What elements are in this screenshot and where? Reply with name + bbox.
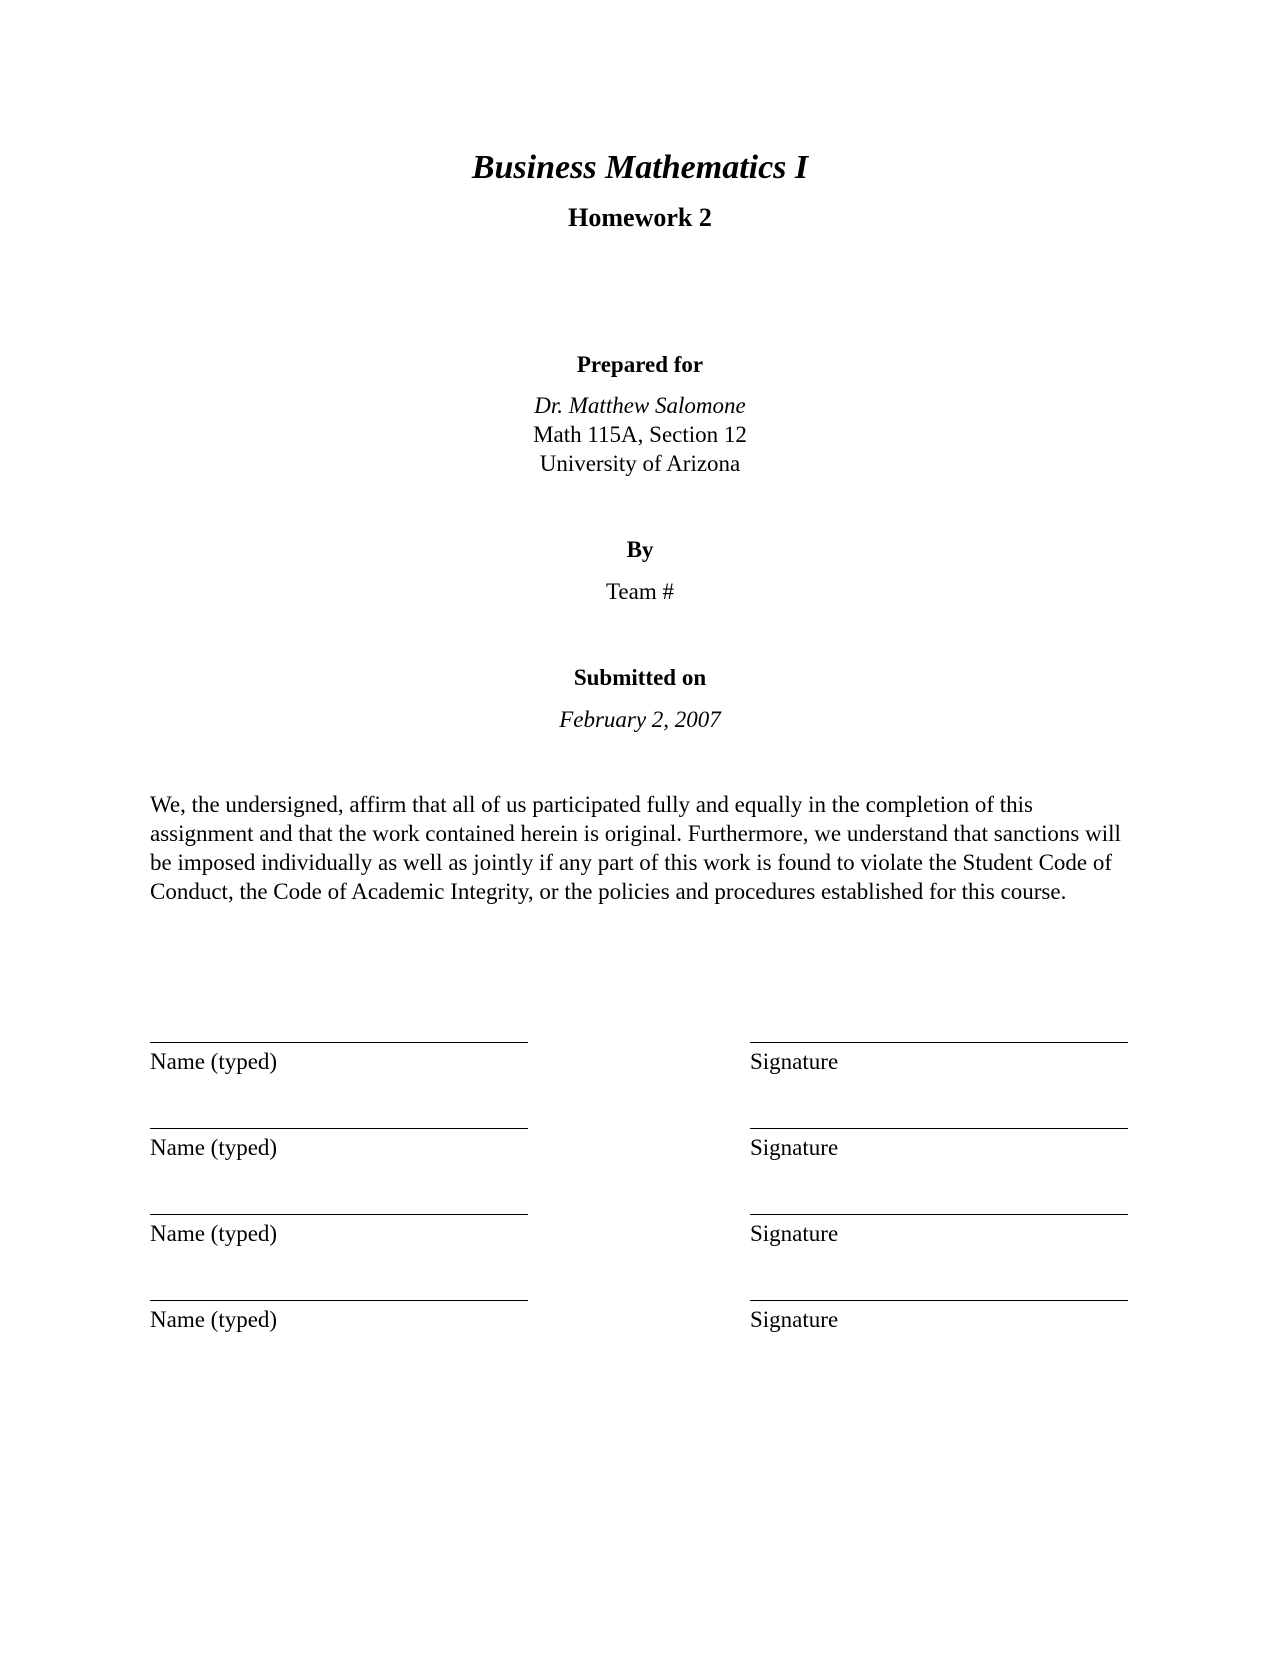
name-line xyxy=(150,1214,528,1215)
signature-row xyxy=(150,1020,1130,1090)
signature-line xyxy=(750,1042,1128,1043)
signature-line xyxy=(750,1128,1128,1129)
name-label: Name (typed) xyxy=(150,1049,278,1074)
team-number: Team # xyxy=(605,579,674,604)
name-line xyxy=(150,1300,528,1301)
signature-line xyxy=(750,1300,1128,1301)
submitted-on-heading: Submitted on xyxy=(573,665,707,690)
signature-row xyxy=(150,1106,1130,1176)
name-line xyxy=(150,1128,528,1129)
signature-label: Signature xyxy=(750,1307,839,1332)
signature-row xyxy=(150,1278,1130,1348)
prepared-for-heading: Prepared for xyxy=(576,352,704,377)
name-field[interactable] xyxy=(150,1106,528,1162)
signature-field[interactable] xyxy=(750,1278,1128,1334)
signature-field[interactable] xyxy=(750,1192,1128,1248)
signature-line xyxy=(750,1214,1128,1215)
university-name: University of Arizona xyxy=(539,451,741,476)
document-subtitle: Homework 2 xyxy=(568,203,712,232)
signature-field[interactable] xyxy=(750,1106,1128,1162)
signature-label: Signature xyxy=(750,1135,839,1160)
name-label: Name (typed) xyxy=(150,1135,278,1160)
document-title: Business Mathematics I xyxy=(471,149,809,186)
signature-field[interactable] xyxy=(750,1020,1128,1076)
name-label: Name (typed) xyxy=(150,1307,278,1332)
professor-name: Dr. Matthew Salomone xyxy=(534,393,746,418)
name-line xyxy=(150,1042,528,1043)
name-field[interactable] xyxy=(150,1278,528,1334)
by-heading: By xyxy=(626,537,654,562)
signature-row xyxy=(150,1192,1130,1262)
course-section: Math 115A, Section 12 xyxy=(533,422,747,447)
signature-label: Signature xyxy=(750,1221,839,1246)
submission-date: February 2, 2007 xyxy=(559,707,721,732)
signature-label: Signature xyxy=(750,1049,839,1074)
name-label: Name (typed) xyxy=(150,1221,278,1246)
integrity-statement: We, the undersigned, affirm that all of us participated fully and equally in the completion of this assignment and that the work contained herein is original. Furthermore, we understand that sanctions will be imposed individually as well as jointly if any part of this work is found to violate the Student Code of Conduct, the Code of Academic Integrity, or the policies and procedures established for this course. xyxy=(150,792,1121,904)
name-field[interactable] xyxy=(150,1192,528,1248)
name-field[interactable] xyxy=(150,1020,528,1076)
